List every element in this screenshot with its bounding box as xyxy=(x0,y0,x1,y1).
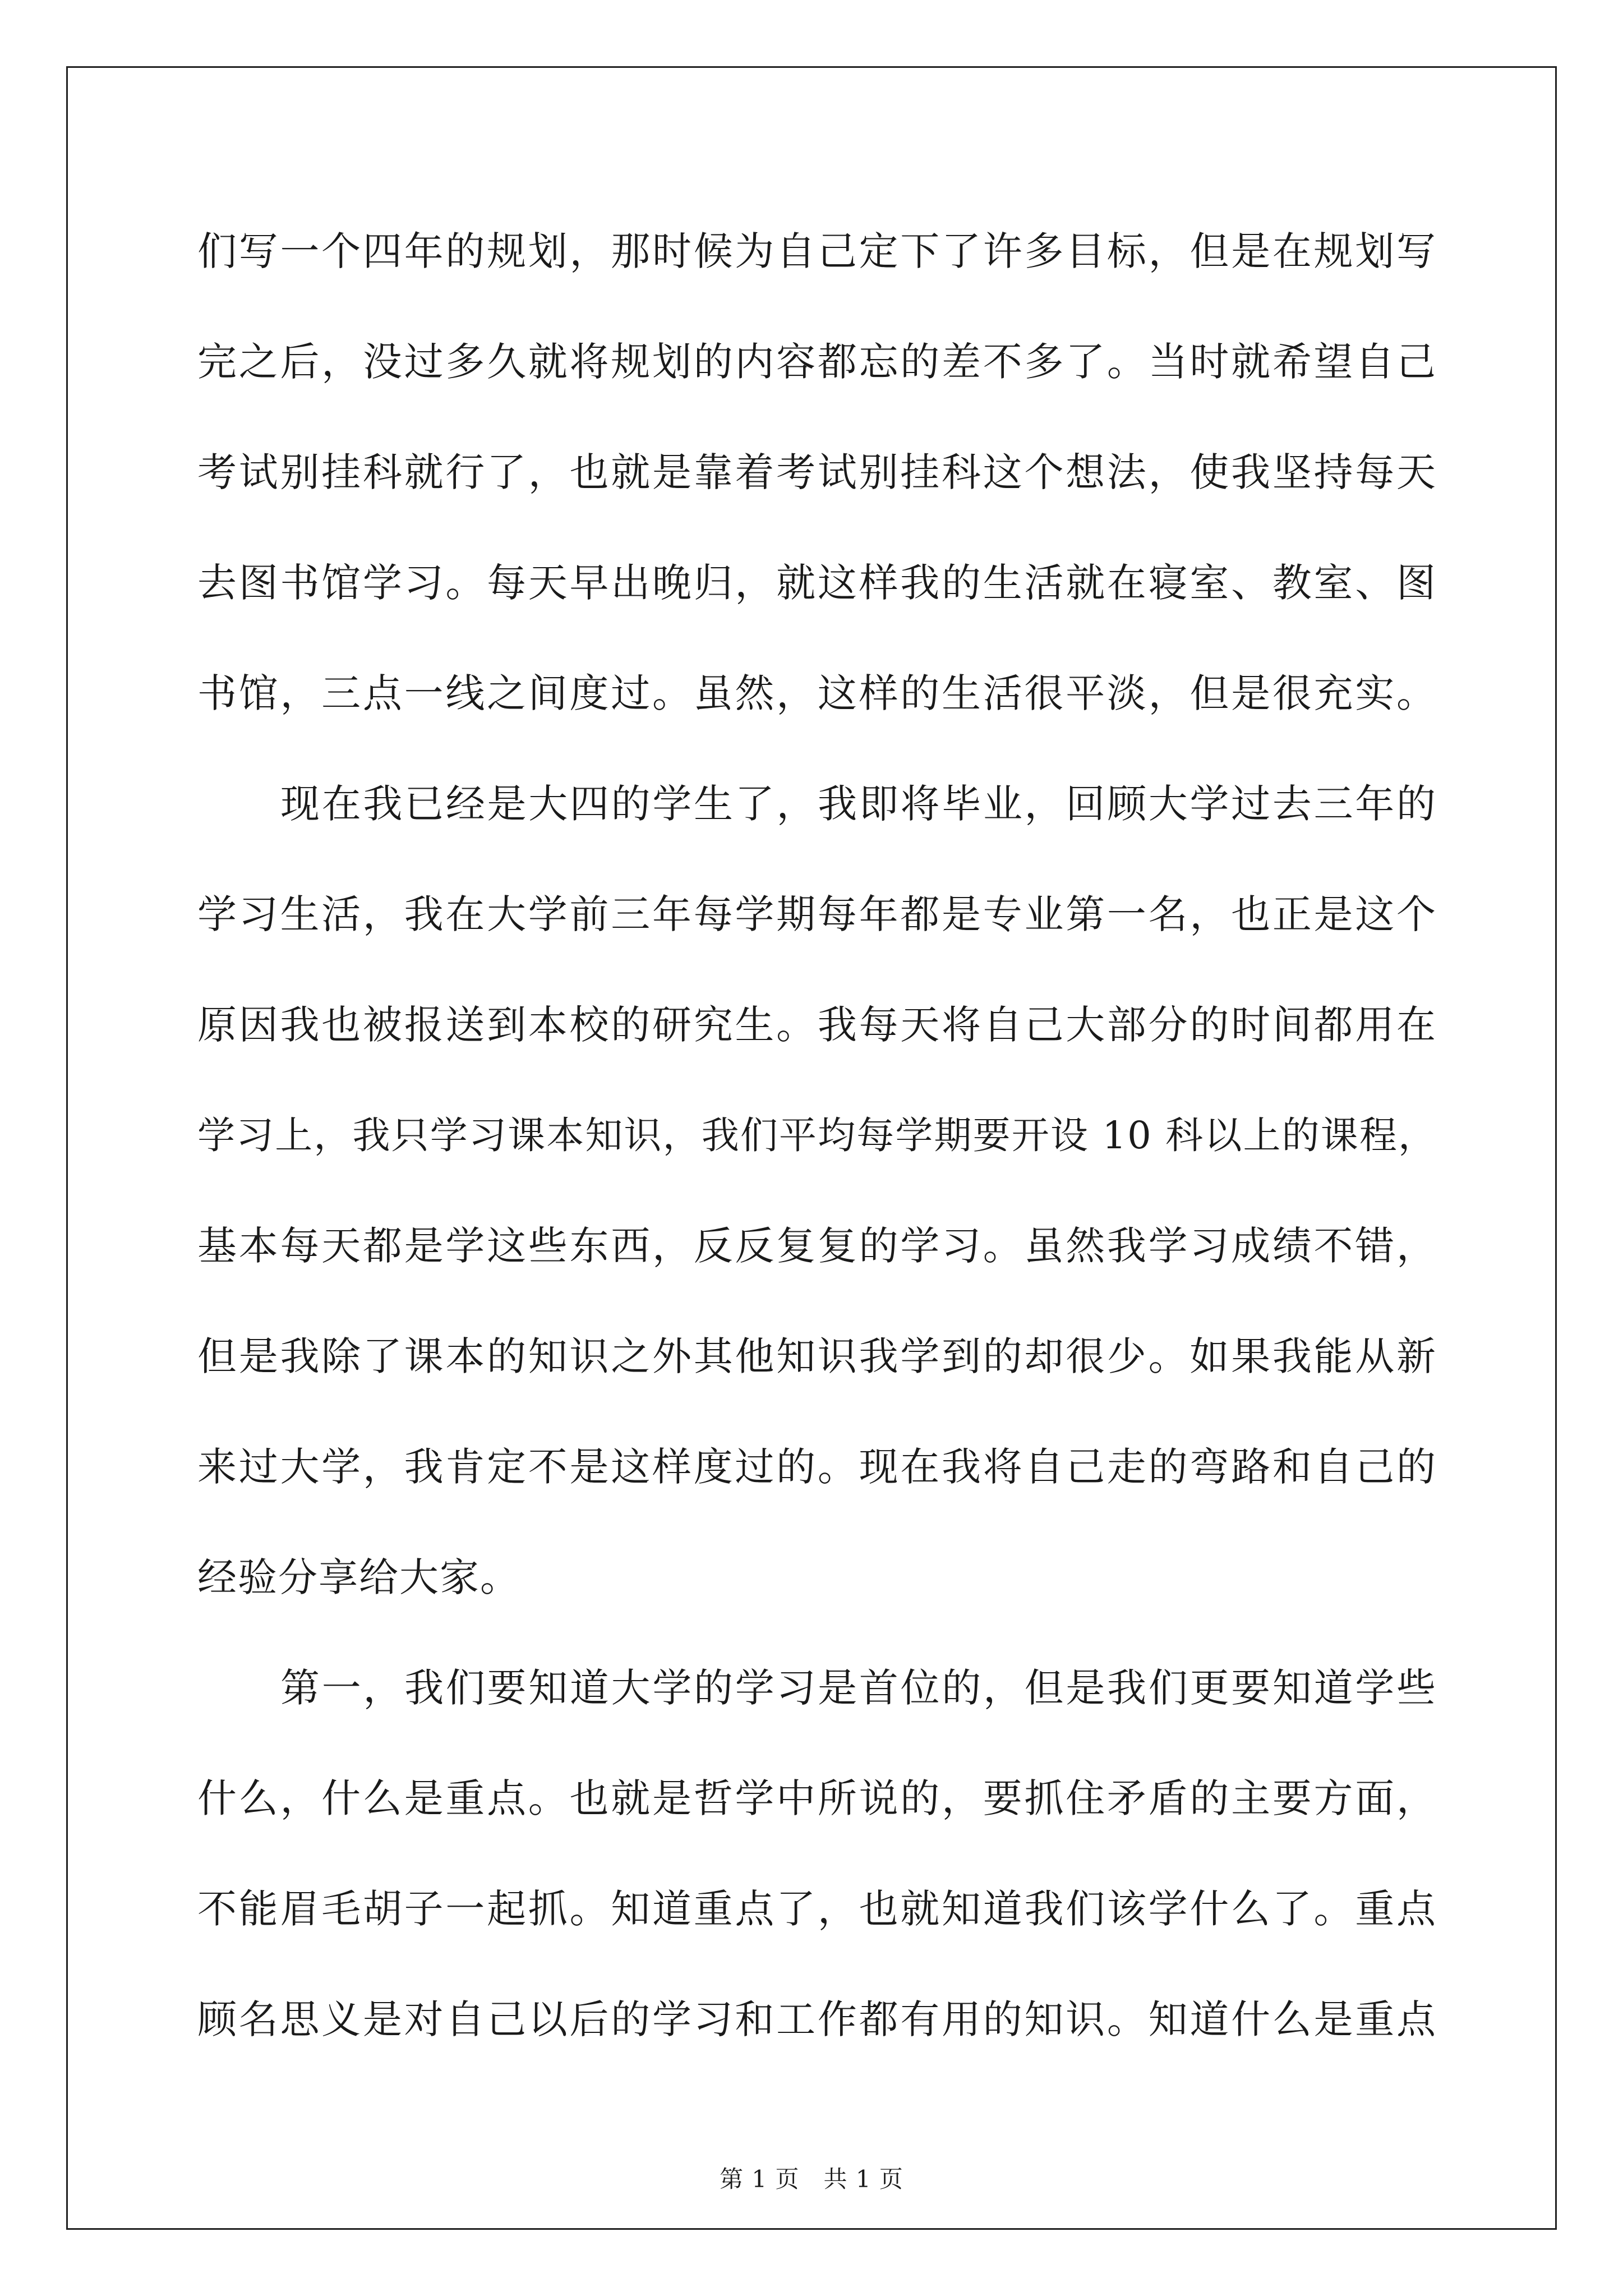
text-line: 来过大学，我肯定不是这样度过的。现在我将自己走的弯路和自己的 xyxy=(197,1444,1437,1490)
text-line: 经验分享给大家。 xyxy=(197,1554,520,1600)
text-line: 第一，我们要知道大学的学习是首位的，但是我们更要知道学些 xyxy=(280,1665,1437,1711)
text-line: 什么，什么是重点。也就是哲学中所说的，要抓住矛盾的主要方面， xyxy=(197,1775,1437,1821)
text-line: 现在我已经是大四的学生了，我即将毕业，回顾大学过去三年的 xyxy=(280,781,1437,827)
text-line: 去图书馆学习。每天早出晚归，就这样我的生活就在寝室、教室、图 xyxy=(197,560,1437,606)
text-line: 原因我也被报送到本校的研究生。我每天将自己大部分的时间都用在 xyxy=(197,1002,1437,1048)
text-line: 基本每天都是学这些东西，反反复复的学习。虽然我学习成绩不错， xyxy=(197,1223,1437,1269)
text-line: 顾名思义是对自己以后的学习和工作都有用的知识。知道什么是重点 xyxy=(197,1996,1437,2042)
text-line: 考试别挂科就行了，也就是靠着考试别挂科这个想法，使我坚持每天 xyxy=(197,449,1437,495)
text-line: 学习上，我只学习课本知识，我们平均每学期要开设 10 科以上的课程， xyxy=(197,1114,1437,1157)
text-line: 书馆，三点一线之间度过。虽然，这样的生活很平淡，但是很充实。 xyxy=(197,670,1437,716)
text-line: 但是我除了课本的知识之外其他知识我学到的却很少。如果我能从新 xyxy=(197,1333,1437,1379)
text-line: 不能眉毛胡子一起抓。知道重点了，也就知道我们该学什么了。重点 xyxy=(197,1886,1437,1932)
page-number-label: 第 1 页 共 1 页 xyxy=(720,2165,903,2193)
text-line: 学习生活，我在大学前三年每学期每年都是专业第一名，也正是这个 xyxy=(197,891,1437,937)
text-line: 完之后，没过多久就将规划的内容都忘的差不多了。当时就希望自己 xyxy=(197,339,1437,385)
text-line: 们写一个四年的规划，那时候为自己定下了许多目标，但是在规划写 xyxy=(197,228,1437,274)
document-body xyxy=(197,196,1437,2075)
page-footer xyxy=(0,2162,1623,2196)
